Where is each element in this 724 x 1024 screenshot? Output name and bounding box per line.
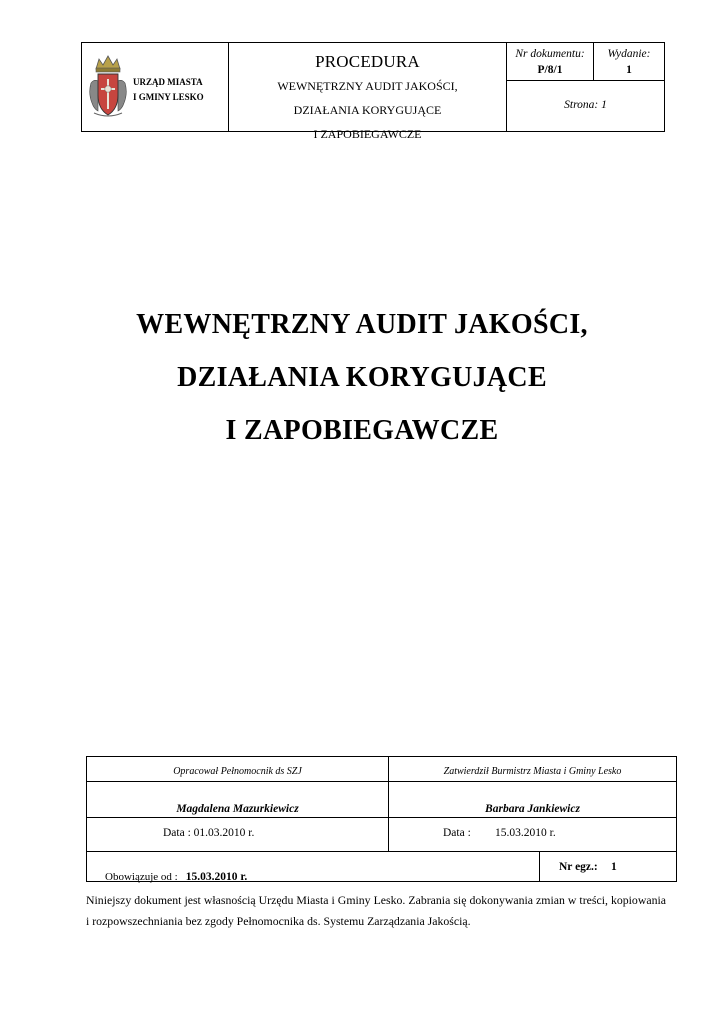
edition-value: 1 bbox=[626, 64, 632, 76]
procedure-subtitle-line-1: WEWNĘTRZNY AUDIT JAKOŚCI, bbox=[277, 79, 458, 93]
page-title-line-1: WEWNĘTRZNY AUDIT JAKOŚCI, bbox=[136, 309, 588, 340]
effective-date-value: 15.03.2010 r. bbox=[185, 871, 248, 883]
page-title bbox=[0, 298, 724, 457]
organization-name bbox=[133, 75, 204, 105]
procedure-label: PROCEDURA bbox=[315, 52, 420, 71]
edition-cell bbox=[594, 43, 664, 81]
prepared-by-label: Opracował Pełnomocnik ds SZJ bbox=[173, 766, 302, 777]
copy-number-label: Nr egz.: bbox=[559, 861, 598, 873]
copy-number-value: 1 bbox=[611, 861, 617, 873]
organization-line-1: URZĄD MIASTA bbox=[133, 77, 203, 87]
row-divider bbox=[87, 781, 676, 782]
approved-date-label: Data : bbox=[443, 827, 471, 839]
header-meta-cell bbox=[507, 43, 664, 131]
page-title-line-2: DZIAŁANIA KORYGUJĄCE bbox=[177, 362, 547, 393]
approved-by-name: Barbara Jankiewicz bbox=[485, 803, 580, 815]
page-title-line-3: I ZAPOBIEGAWCZE bbox=[225, 415, 499, 446]
doc-number-value: P/8/1 bbox=[537, 64, 563, 76]
procedure-subtitle-line-2: DZIAŁANIA KORYGUJĄCE bbox=[293, 103, 442, 117]
row-divider bbox=[87, 817, 676, 818]
edition-label: Wydanie: bbox=[607, 48, 651, 60]
copy-number-cell bbox=[539, 852, 676, 881]
page-number: Strona: 1 bbox=[564, 99, 607, 111]
meta-top-row bbox=[507, 43, 664, 81]
header-logo-cell bbox=[82, 43, 229, 131]
coat-of-arms-icon bbox=[88, 53, 128, 119]
header-title-cell bbox=[229, 43, 507, 141]
doc-number-cell bbox=[507, 43, 594, 81]
document-header bbox=[81, 42, 665, 141]
doc-number-label: Nr dokumentu: bbox=[515, 48, 585, 60]
organization-line-2: I GMINY LESKO bbox=[133, 92, 204, 102]
prepared-by-name: Magdalena Mazurkiewicz bbox=[176, 803, 299, 815]
prepared-date: Data : 01.03.2010 r. bbox=[163, 827, 255, 839]
effective-date-label: Obowiązuje od : bbox=[105, 871, 178, 883]
ownership-notice: Niniejszy dokument jest własnością Urzędu Miasta i Gminy Lesko. Zabrania się dokonywania zmian w treści, kopiowania i rozpowszechniania bez zgody Pełnomocnika ds. Systemu Zarządzania Jakością. bbox=[86, 893, 666, 928]
effective-date-row bbox=[105, 867, 247, 885]
approved-date: 15.03.2010 r. bbox=[495, 827, 556, 839]
approved-by-label: Zatwierdził Burmistrz Miasta i Gminy Lesko bbox=[443, 766, 622, 777]
procedure-subtitle-line-3: I ZAPOBIEGAWCZE bbox=[313, 127, 422, 141]
approval-table bbox=[86, 756, 677, 882]
